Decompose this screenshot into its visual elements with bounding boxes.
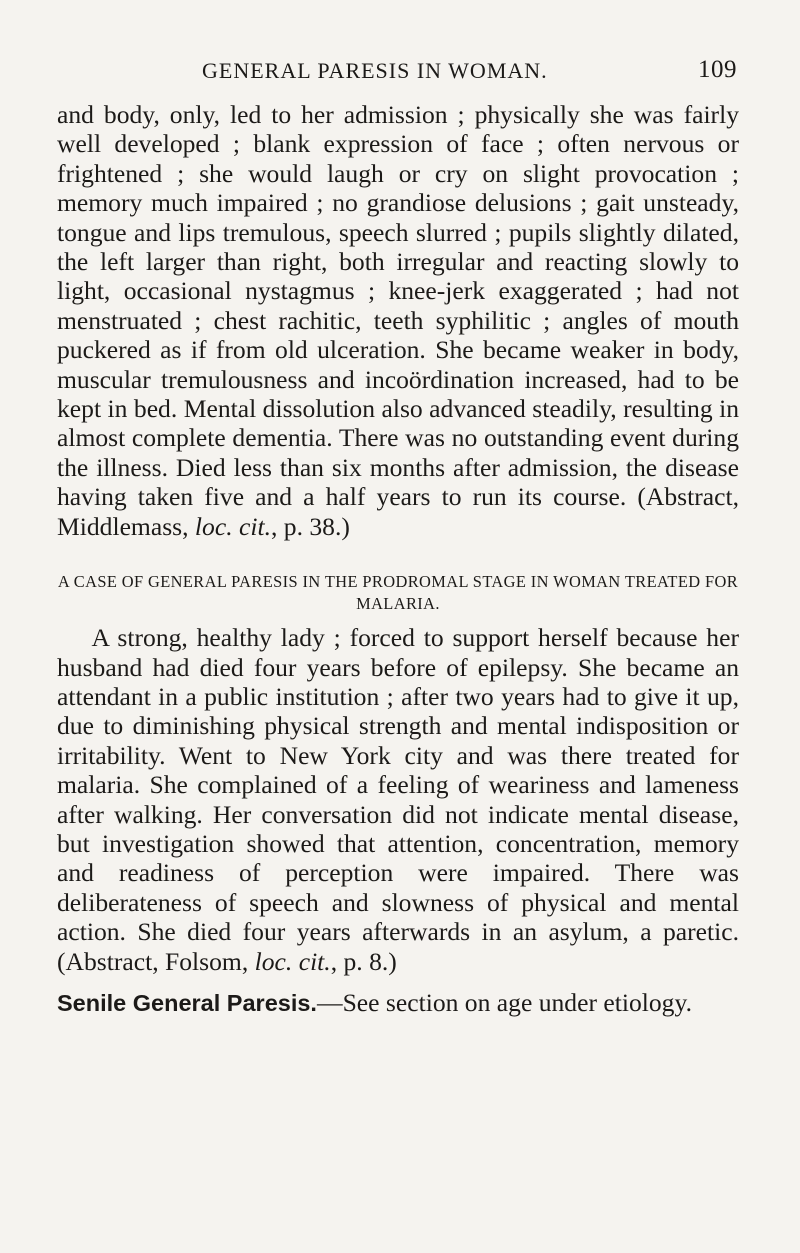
paragraph-continued-case [57,100,739,541]
citation-italic: loc. cit. [194,511,271,541]
citation-page: , p. 8.) [330,946,397,976]
paragraph-text: A strong, healthy lady ; forced to support herself because her husband had died four years before of epilepsy. She became an attendant in a public institution ; after two years had to give it up, due to diminishing physical strength and mental indisposition or irritability. Went to New York city and was there treated for malaria. She complained of a feeling of weariness and lameness after walking. Her conversation did not indicate mental disease, but investigation showed that attention, concentration, memory and readiness of perception were impaired. There was deliberateness of speech and slowness of physical and mental action. She died four years afterwards in an asylum, a paretic. (Abstract, Folsom, [57,623,739,976]
run-in-heading: Senile General Paresis. [57,989,317,1016]
paragraph-malaria-case [57,623,739,976]
paragraph-text: and body, only, led to her admission ; physically she was fairly well developed ; blank expression of face ; often nervous or frightened ; she would laugh or cry on slight provocation ; memory much impaired ; no grandiose delusions ; gait unsteady, tongue and lips tremulous, speech slurred ; pupils slightly dilated, the left larger than right, both irregular and reacting slowly to light, occasional nystagmus ; knee-jerk exaggerated ; had not menstruated ; chest rachitic, teeth syphilitic ; angles of mouth puckered as if from old ulceration. She became weaker in body, muscular tremulousness and incoördination increased, had to be kept in bed. Mental dissolution also advanced steadily, resulting in almost complete dementia. There was no outstanding event during the illness. Died less than six months after admission, the disease having taken five and a half years to run its course. (Abstract, Middlemass, [57,100,739,541]
running-head [57,58,739,98]
running-title: GENERAL PARESIS IN WOMAN. [202,58,548,83]
citation-italic: loc. cit. [254,946,331,976]
paragraph-text: —See section on age under etiology. [316,987,693,1017]
book-page [57,58,739,1018]
section-heading: A CASE OF GENERAL PARESIS IN THE PRODROMAL STAGE IN WOMAN TREATED FOR MALARIA. [57,572,739,614]
page-number: 109 [698,56,737,83]
paragraph-senile-paresis [57,988,739,1018]
citation-page: , p. 38.) [270,511,350,541]
